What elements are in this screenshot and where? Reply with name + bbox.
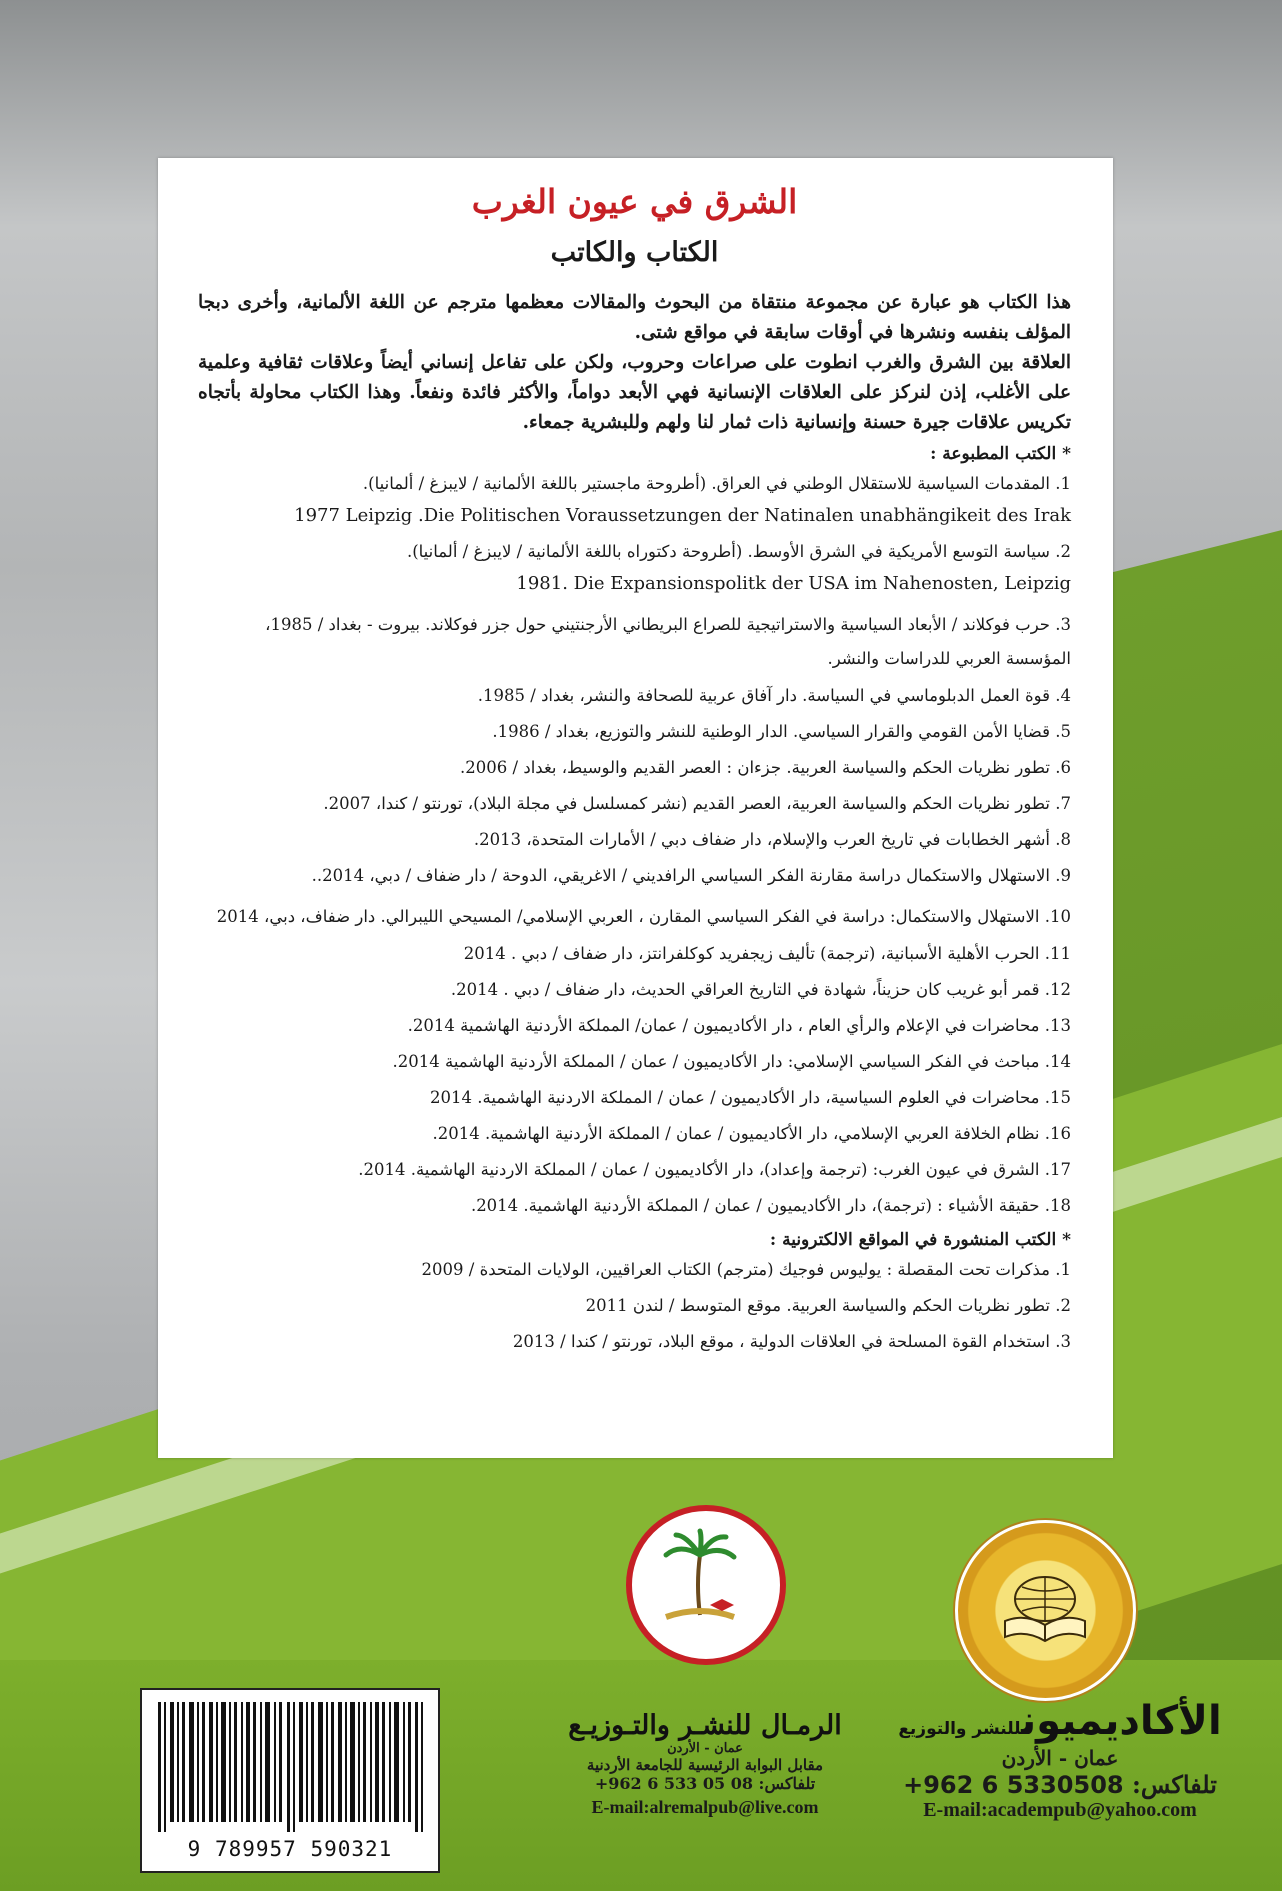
remal-publisher-name: الرمـال للنشـر والتـوزيـع [568, 1710, 842, 1741]
online-item-3: 3. استخدام القوة المسلحة في العلاقات الدولية ، موقع البلاد، تورنتو / كندا / 2013 [512, 1332, 1071, 1351]
book-item-15: 15. محاضرات في العلوم السياسية، دار الأكاديميون / عمان / المملكة الاردنية الهاشمية. 2014 [430, 1088, 1071, 1107]
isbn-digits: 9 789957 590321 [187, 1837, 393, 1861]
academ-city: عمان - الأردن [1001, 1746, 1119, 1770]
book-item-2: 2. سياسة التوسع الأمريكية في الشرق الأوسط. (أطروحة دكتوراه باللغة الألمانية / لايبزغ / ألمانيا). [406, 542, 1071, 561]
academ-publisher-logo [955, 1520, 1136, 1701]
book-item-3: 3. حرب فوكلاند / الأبعاد السياسية والاستراتيجية للصراع البريطاني الأرجنتيني حول جزر فوكلاند. بيروت - بغداد / 1985، المؤسسة العربي للدراسات والنشر. [265, 615, 1071, 668]
book-item-4: 4. قوة العمل الدبلوماسي في السياسة. دار آفاق عربية للصحافة والنشر، بغداد / 1985. [477, 686, 1071, 705]
intro-paragraph-2: العلاقة بين الشرق والغرب انطوت على صراعات وحروب، ولكن على تفاعل إنساني أيضاً وعلاقات ثقافية وعلمية على الأغلب، إذن لنركز على العلاقات الإنسانية فهي الأبعد دواماً، والأكثر فائدة ونفعاً. وهذا الكتاب محاولة بأتجاه تكريس علاقات جيرة حسنة وإنسانية ذات ثمار لنا ولهم وللبشرية جمعاء. [198, 352, 1071, 433]
palm-tree-icon [626, 1505, 774, 1653]
book-item-2-german: 1981. Die Expansionspolitk der USA im Nahenosten, Leipzig [516, 573, 1071, 594]
book-item-11: 11. الحرب الأهلية الأسبانية، (ترجمة) تأليف زيجفريد كوكلفرانتز، دار ضفاف / دبي . 2014 [463, 944, 1071, 963]
academ-fax-number: +962 6 5330508 [903, 1771, 1124, 1799]
printed-books-heading: * الكتب المطبوعة : [930, 444, 1071, 464]
book-item-14: 14. مباحث في الفكر السياسي الإسلامي: دار الأكاديميون / عمان / المملكة الأردنية الهاشمية 2014. [392, 1052, 1071, 1071]
online-books-heading: * الكتب المنشورة في المواقع الالكترونية : [769, 1230, 1071, 1250]
academ-fax-line [895, 1770, 1225, 1799]
book-item-7: 7. تطور نظريات الحكم والسياسة العربية، العصر القديم (نشر كمسلسل في مجلة البلاد)، تورنتو / كندا، 2007. [323, 794, 1071, 813]
academ-name-suffix: للنشر والتوزيع [898, 1719, 1022, 1739]
online-item-2: 2. تطور نظريات الحكم والسياسة العربية. موقع المتوسط / لندن 2011 [585, 1296, 1071, 1315]
book-item-1: 1. المقدمات السياسية للاستقلال الوطني في العراق. (أطروحة ماجستير باللغة الألمانية / لايبزغ / ألمانيا). [362, 474, 1071, 493]
barcode-bars [156, 1702, 426, 1832]
book-item-18: 18. حقيقة الأشياء : (ترجمة)، دار الأكاديميون / عمان / المملكة الأردنية الهاشمية. 2014. [470, 1196, 1071, 1215]
text-panel [158, 158, 1113, 1458]
remal-publisher-info [555, 1710, 855, 1818]
book-item-10: 10. الاستهلال والاستكمال: دراسة في الفكر السياسي المقارن ، العربي الإسلامي/ المسيحي الليبرالي. دار ضفاف، دبي، 2014 [216, 907, 1071, 926]
remal-fax-line [555, 1774, 855, 1793]
book-item-1-german: 1977 Leipzig .Die Politischen Voraussetzungen der Natinalen unabhängikeit des Irak [294, 505, 1071, 526]
online-item-1: 1. مذكرات تحت المقصلة : يوليوس فوجيك (مترجم) الكتاب العراقيين، الولايات المتحدة / 2009 [421, 1260, 1071, 1279]
academ-fax-label: تلفاكس: [1131, 1770, 1217, 1799]
book-item-16: 16. نظام الخلافة العربي الإسلامي، دار الأكاديميون / عمان / المملكة الأردنية الهاشمية. 2014. [432, 1124, 1071, 1143]
book-item-8: 8. أشهر الخطابات في تاريخ العرب والإسلام، دار ضفاف دبي / الأمارات المتحدة، 2013. [473, 830, 1071, 849]
remal-publisher-logo [626, 1505, 786, 1665]
remal-city: عمان - الأردن [667, 1741, 743, 1756]
remal-fax-label: تلفاكس: [758, 1774, 816, 1793]
book-item-6: 6. تطور نظريات الحكم والسياسة العربية. جزءان : العصر القديم والوسيط، بغداد / 2006. [460, 758, 1071, 777]
academ-email[interactable]: E-mail:academpub@yahoo.com [923, 1799, 1197, 1821]
book-item-17: 17. الشرق في عيون الغرب: (ترجمة وإعداد)، دار الأكاديميون / عمان / المملكة الاردنية الهاشمية. 2014. [358, 1160, 1071, 1179]
intro-paragraph-1: هذا الكتاب هو عبارة عن مجموعة منتقاة من البحوث والمقالات معظمها مترجم عن اللغة الألمانية، وأخرى دبجا المؤلف بنفسه ونشرها في أوقات سابقة في مواقع شتى. [198, 292, 1071, 343]
remal-address: مقابل البوابة الرئيسية للجامعة الأردنية [586, 1756, 824, 1774]
remal-fax-number: +962 6 533 05 08 [594, 1774, 753, 1793]
isbn-barcode [140, 1688, 440, 1873]
book-title: الشرق في عيون الغرب [471, 182, 798, 221]
remal-email[interactable]: E-mail:alremalpub@live.com [591, 1797, 819, 1817]
academ-publisher-name [895, 1698, 1225, 1744]
academ-publisher-info [895, 1698, 1225, 1822]
book-subtitle: الكتاب والكاتب [550, 237, 719, 268]
book-item-9: 9. الاستهلال والاستكمال دراسة مقارنة الفكر السياسي الرافديني / الاغريقي، الدوحة / دار ضفاف / دبي، 2014.. [311, 866, 1071, 885]
book-globe-icon [1000, 1575, 1090, 1645]
book-item-12: 12. قمر أبو غريب كان حزيناً، شهادة في التاريخ العراقي الحديث، دار ضفاف / دبي . 2014. [450, 980, 1071, 999]
academ-name-main: الأكاديميون [1021, 1698, 1222, 1744]
book-item-5: 5. قضايا الأمن القومي والقرار السياسي. الدار الوطنية للنشر والتوزيع، بغداد / 1986. [492, 722, 1071, 741]
book-item-13: 13. محاضرات في الإعلام والرأي العام ، دار الأكاديميون / عمان/ المملكة الأردنية الهاشمية 2014. [407, 1016, 1071, 1035]
